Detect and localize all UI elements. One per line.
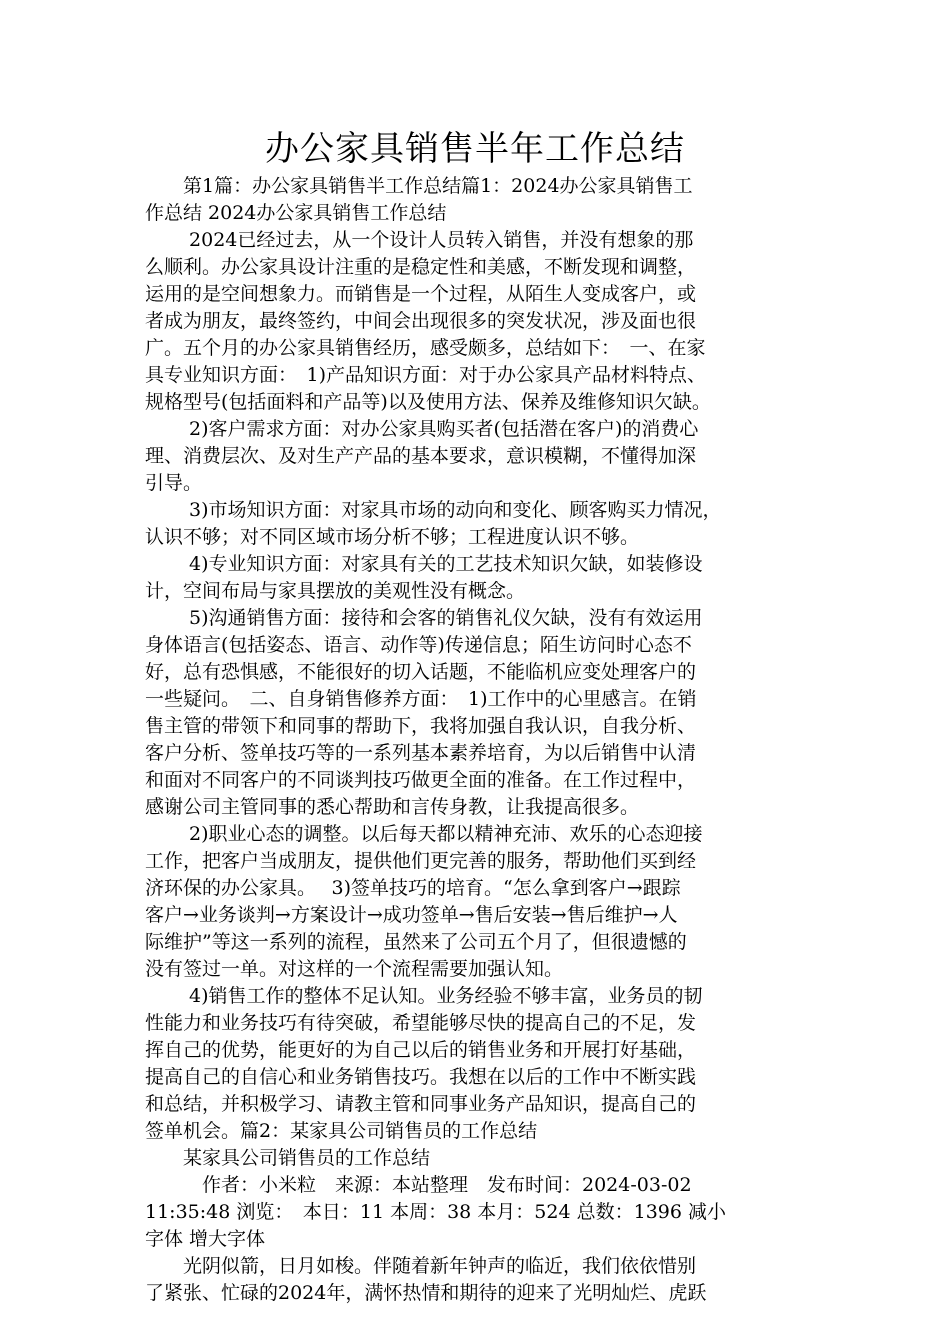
text-line: 性能力和业务技巧有待突破，希望能够尽快的提高自己的不足，发: [145, 1012, 697, 1034]
text-line: 感谢公司主管同事的悉心帮助和言传身教，让我提高很多。: [145, 796, 640, 818]
text-line: 具专业知识方面： 1)产品知识方面：对于办公家具产品材料特点、: [145, 364, 707, 386]
text-line: 么顺利。办公家具设计注重的是稳定性和美感，不断发现和调整，: [145, 256, 697, 278]
text-line: 4)销售工作的整体不足认知。业务经验不够丰富，业务员的韧: [145, 985, 703, 1007]
text-line: 客户分析、签单技巧等的一系列基本素养培育，为以后销售中认清: [145, 742, 697, 764]
text-line: 挥自己的优势，能更好的为自己以后的销售业务和开展打好基础，: [145, 1039, 697, 1061]
text-line: 2024已经过去，从一个设计人员转入销售，并没有想象的那: [145, 229, 694, 251]
text-line: 好，总有恐惧感，不能很好的切入话题，不能临机应变处理客户的: [145, 661, 697, 683]
text-line: 签单机会。篇2：某家具公司销售员的工作总结: [145, 1120, 538, 1142]
text-line: 了紧张、忙碌的2024年，满怀热情和期待的迎来了光明灿烂、虎跃: [145, 1282, 707, 1304]
text-line: 者成为朋友，最终签约，中间会出现很多的突发状况，涉及面也很: [145, 310, 697, 332]
text-line: 理、消费层次、及对生产产品的基本要求，意识模糊，不懂得加深: [145, 445, 697, 467]
text-line: 第1篇：办公家具销售半工作总结篇1：2024办公家具销售工: [145, 175, 693, 197]
text-line: 11:35:48 浏览： 本日：11 本周：38 本月：524 总数：1396 减小: [145, 1201, 727, 1223]
text-line: 作者：小米粒 来源：本站整理 发布时间：2024-03-02: [145, 1174, 692, 1196]
text-line: 售主管的带领下和同事的帮助下，我将加强自我认识，自我分析、: [145, 715, 697, 737]
text-line: 和总结，并积极学习、请教主管和同事业务产品知识，提高自己的: [145, 1093, 697, 1115]
document-body: [145, 173, 811, 1307]
text-line: 3)市场知识方面：对家具市场的动向和变化、顾客购买力情况，: [145, 499, 722, 521]
text-line: 字体 增大字体: [145, 1228, 266, 1250]
text-line: 运用的是空间想象力。而销售是一个过程，从陌生人变成客户，或: [145, 283, 697, 305]
text-line: 工作，把客户当成朋友，提供他们更完善的服务，帮助他们买到经: [145, 850, 697, 872]
text-line: 作总结 2024办公家具销售工作总结: [145, 202, 447, 224]
text-line: 济环保的办公家具。 3)签单技巧的培育。“怎么拿到客户→跟踪: [145, 877, 681, 899]
document-title: 办公家具销售半年工作总结: [265, 129, 685, 169]
text-line: 广。五个月的办公家具销售经历，感受颇多，总结如下： 一、在家: [145, 337, 706, 359]
text-line: 规格型号(包括面料和产品等)以及使用方法、保养及维修知识欠缺。: [145, 391, 711, 413]
text-line: 4)专业知识方面：对家具有关的工艺技术知识欠缺，如装修设: [145, 553, 703, 575]
text-line: 计，空间布局与家具摆放的美观性没有概念。: [145, 580, 526, 602]
text-line: 引导。: [145, 472, 203, 494]
text-line: 2)职业心态的调整。以后每天都以精神充沛、欢乐的心态迎接: [145, 823, 703, 845]
text-line: 认识不够；对不同区域市场分析不够；工程进度认识不够。: [145, 526, 640, 548]
text-line: 和面对不同客户的不同谈判技巧做更全面的准备。在工作过程中，: [145, 769, 697, 791]
text-line: 一些疑问。 二、自身销售修养方面： 1)工作中的心里感言。在销: [145, 688, 697, 710]
text-line: 某家具公司销售员的工作总结: [145, 1147, 431, 1169]
text-line: 客户→业务谈判→方案设计→成功签单→售后安装→售后维护→人: [145, 904, 678, 926]
text-line: 身体语言(包括姿态、语言、动作等)传递信息；陌生访问时心态不: [145, 634, 692, 656]
text-line: 没有签过一单。对这样的一个流程需要加强认知。: [145, 958, 564, 980]
text-line: 提高自己的自信心和业务销售技巧。我想在以后的工作中不断实践: [145, 1066, 697, 1088]
text-line: 光阴似箭，日月如梭。伴随着新年钟声的临近，我们依依惜别: [145, 1255, 697, 1277]
text-line: 际维护”等这一系列的流程，虽然来了公司五个月了，但很遗憾的: [145, 931, 687, 953]
text-line: 5)沟通销售方面：接待和会客的销售礼仪欠缺，没有有效运用: [145, 607, 703, 629]
text-line: 2)客户需求方面：对办公家具购买者(包括潜在客户)的消费心: [145, 418, 699, 440]
